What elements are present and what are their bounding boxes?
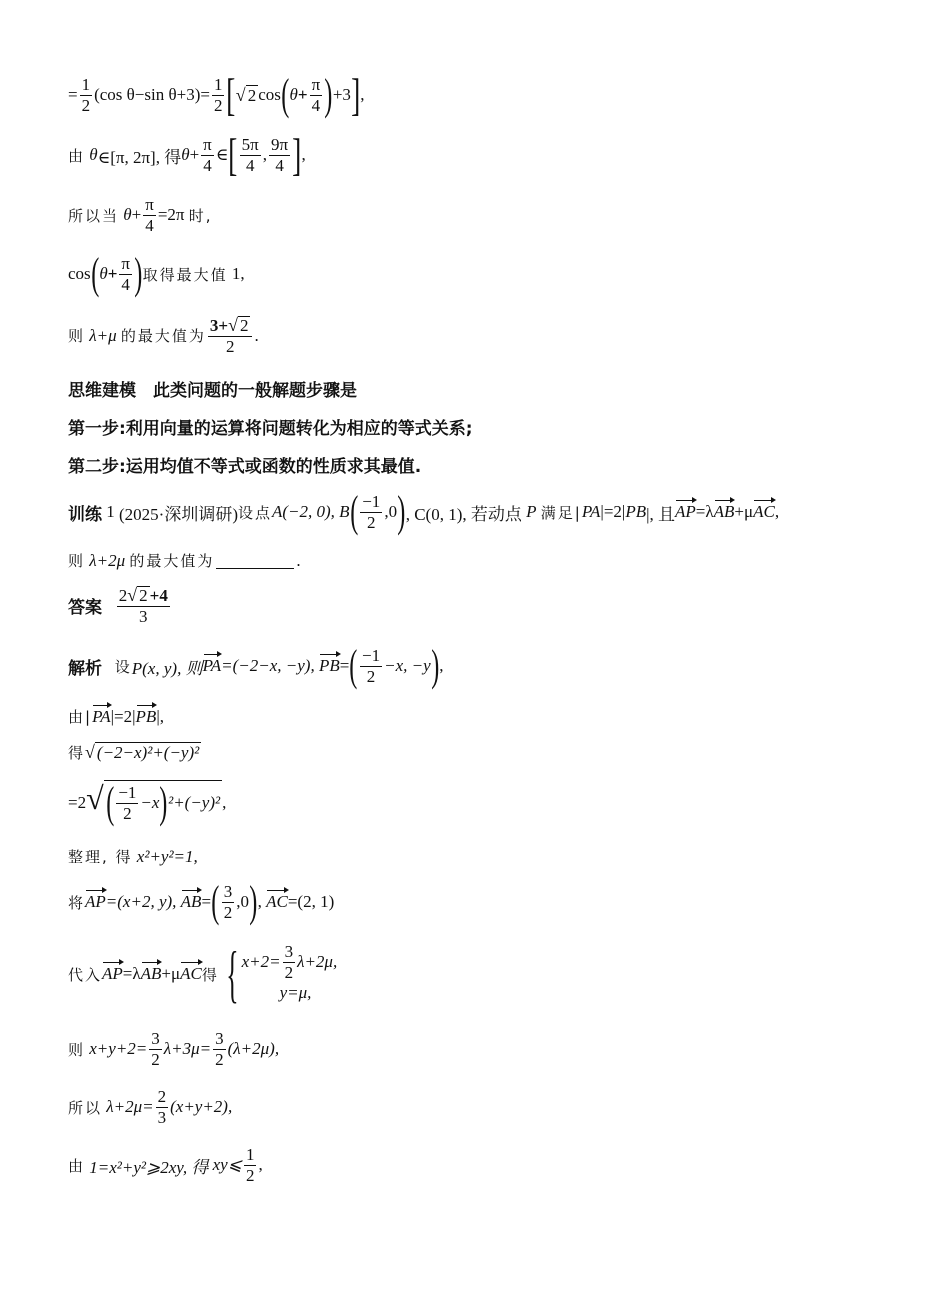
text: 设: [114, 657, 132, 676]
numerator: [208, 316, 253, 337]
theta: θ: [123, 205, 132, 225]
vector-ac: AC: [753, 502, 775, 521]
text: +μ: [734, 502, 754, 521]
numerator: 1: [81, 74, 91, 94]
sqrt-2: [236, 85, 258, 106]
text: ,: [301, 145, 306, 164]
numerator: π: [121, 253, 130, 273]
numerator: 3: [223, 881, 233, 901]
numerator: 5π: [241, 134, 259, 154]
text: ,: [774, 502, 780, 521]
text: 的最大值为: [129, 552, 215, 570]
expression: xy⩽: [212, 1155, 242, 1175]
right-paren: ): [249, 877, 258, 926]
denominator: 3: [139, 606, 148, 626]
denominator: 4: [245, 155, 255, 175]
right-bracket: ]: [292, 129, 302, 180]
line-training-problem: [68, 487, 780, 536]
text: 的最大值为: [120, 327, 206, 346]
text: 代入: [68, 965, 103, 984]
line-s9: [68, 1088, 232, 1127]
expression: x²+y²=1,: [136, 846, 198, 866]
numerator: π: [311, 74, 321, 94]
text: ,: [439, 656, 444, 675]
fraction-5pi-4: [240, 136, 261, 175]
text: 取得最大值: [142, 265, 228, 284]
line-s2: [68, 706, 164, 727]
equation-system: [242, 943, 338, 1005]
text: ,: [257, 892, 262, 911]
text: ,: [262, 145, 268, 164]
denominator: 2: [215, 1049, 224, 1069]
text: 则: [68, 552, 86, 570]
denominator: 4: [121, 274, 130, 294]
fraction-answer: [117, 586, 170, 626]
theta: θ: [289, 85, 298, 104]
left-paren: (: [281, 70, 290, 119]
vector-ac: AC: [266, 892, 288, 911]
text: 2: [118, 586, 128, 605]
fraction: [156, 1088, 169, 1127]
expression: =(−2−x, −y),: [221, 656, 315, 675]
text: |, 且: [646, 504, 676, 524]
solution-label: 解析: [68, 658, 102, 679]
vector-ab: AB: [140, 964, 162, 983]
numerator: 1: [213, 74, 223, 94]
vector-ap: AP: [102, 964, 123, 983]
right-paren: ): [324, 70, 333, 119]
denominator: 2: [81, 95, 91, 115]
left-paren: (: [211, 877, 220, 926]
sqrt-expression: [85, 742, 201, 763]
radical-sign: √: [235, 84, 246, 105]
equation-row: y=μ,: [279, 983, 312, 1003]
numerator: 1: [245, 1145, 255, 1164]
denominator: 2: [225, 336, 235, 356]
heading-thinking-model: 思维建模 此类问题的一般解题步骤是: [68, 381, 357, 401]
denominator: 2: [367, 512, 376, 532]
segment-pb: PB: [625, 502, 647, 521]
vector-ab: AB: [713, 502, 735, 521]
fraction: [360, 647, 382, 686]
line-s6: [68, 877, 335, 926]
line-s8: [68, 1030, 279, 1069]
text: =: [201, 892, 212, 911]
step-two: 第二步:运用均值不等式或函数的性质求其最值.: [68, 457, 422, 477]
fraction: [222, 883, 235, 922]
plus: +: [107, 264, 118, 283]
radicand: (−2−x)²+(−y)²: [96, 743, 200, 762]
plus: +: [189, 145, 200, 164]
line-s10: [68, 1146, 263, 1185]
expression: ²+(−y)²: [168, 793, 221, 812]
expression: A(−2, 0), B: [272, 502, 350, 521]
text: ∈: [215, 145, 229, 164]
sqrt-2: [228, 316, 250, 335]
fraction: [116, 784, 138, 823]
text: ,0: [236, 892, 249, 911]
left-paren: (: [349, 641, 358, 690]
sqrt-expression: [86, 780, 222, 825]
fraction: [244, 1146, 257, 1185]
fraction-pi-4: [310, 76, 323, 115]
line-s3: [68, 742, 201, 763]
text: 由: [68, 1156, 86, 1175]
fraction: [360, 493, 382, 532]
vector-pa: PA: [92, 706, 111, 726]
denominator: 2: [123, 803, 132, 823]
text: =λ: [695, 502, 714, 521]
text: =: [339, 656, 350, 675]
text: 时,: [188, 206, 213, 225]
radical-sign: √: [127, 585, 138, 605]
left-bracket: [: [228, 129, 238, 180]
line-max-value: [68, 316, 259, 356]
vector-ac: AC: [180, 964, 202, 983]
expression: −x: [140, 793, 160, 812]
text: .: [254, 325, 259, 345]
expression: −x, −y: [384, 656, 431, 675]
source-label: (2025·深圳调研): [119, 504, 238, 524]
denominator: 4: [145, 215, 154, 235]
text: 将: [68, 893, 86, 912]
text: |=2|: [600, 502, 626, 521]
fraction-9pi-4: [269, 136, 290, 175]
point-p: P: [526, 502, 537, 521]
fraction-pi-4: [201, 136, 214, 175]
left-paren: (: [105, 778, 115, 827]
text: ,: [258, 1155, 263, 1175]
text: 满足|: [540, 503, 582, 522]
line-theta-range: [68, 129, 306, 180]
denominator: 2: [284, 962, 294, 982]
text: |,: [156, 706, 164, 726]
text: +μ: [161, 964, 181, 983]
text: ∈[π, 2π], 得: [97, 147, 182, 167]
numerator: [117, 586, 170, 607]
line-cos-sin-expression: [68, 69, 365, 120]
numerator: 3: [215, 1029, 224, 1048]
denominator: 2: [213, 95, 223, 115]
text: |=2|: [110, 706, 136, 726]
expression: λ+2μ,: [297, 952, 338, 972]
expression: λ+2μ: [89, 550, 126, 570]
line-s7: [68, 938, 338, 1009]
fraction-max: [208, 316, 253, 356]
line-s4: [68, 780, 226, 825]
numerator: 3: [151, 1029, 160, 1048]
text: 由|: [68, 708, 93, 726]
expression: λ+2μ=: [106, 1097, 154, 1117]
fraction-half: [80, 76, 93, 115]
text: 所以当: [68, 206, 120, 225]
radical-sign: √: [228, 315, 238, 335]
training-number: 1: [106, 502, 115, 521]
text: +4: [149, 586, 168, 605]
expression: λ+μ: [89, 325, 117, 345]
line-ask: [68, 550, 301, 571]
text: 则: [68, 327, 86, 346]
line-cos-max: [68, 249, 245, 298]
right-bracket: ]: [350, 69, 361, 120]
text: 所以: [68, 1098, 103, 1117]
vector-pb: PB: [135, 706, 157, 726]
expression: 1=x²+y²⩾2xy, 得: [89, 1157, 209, 1177]
text: =: [68, 85, 78, 104]
denominator: 2: [151, 1049, 160, 1069]
text: 由: [68, 146, 86, 165]
left-bracket: [: [226, 69, 236, 120]
vector-ap: AP: [675, 502, 696, 521]
right-paren: ): [159, 778, 168, 827]
sqrt-2: [127, 586, 149, 605]
text: 得: [68, 744, 86, 762]
fraction-pi-4: [119, 255, 132, 294]
line-when-theta: [68, 196, 213, 235]
numerator: −1: [118, 782, 137, 802]
text: ,: [222, 792, 227, 812]
cos-label: cos: [258, 85, 281, 104]
radical-sign: √: [85, 742, 95, 762]
denominator: 4: [203, 155, 212, 175]
text: +3: [332, 85, 351, 104]
line-answer: [68, 586, 172, 626]
text: , C(0, 1), 若动点: [405, 504, 522, 524]
expression: P(x, y), 则: [131, 658, 203, 678]
right-paren: ): [134, 249, 143, 298]
denominator: 3: [157, 1107, 167, 1127]
right-paren: ): [397, 487, 406, 536]
fraction: [149, 1030, 162, 1069]
radical-sign: √: [86, 780, 104, 816]
theta: θ: [181, 145, 190, 164]
text: 则: [68, 1040, 86, 1059]
text: 设点: [237, 503, 272, 522]
expression: x+2=: [241, 952, 281, 972]
segment-pa: PA: [581, 502, 601, 521]
numerator: π: [203, 134, 212, 154]
text: 得: [201, 965, 219, 984]
text: 1,: [231, 264, 245, 283]
vector-pa: PA: [202, 656, 222, 675]
text: =2π: [157, 205, 185, 225]
numerator: 3: [284, 941, 294, 961]
plus: +: [131, 205, 142, 225]
training-label: 训练: [68, 504, 102, 525]
denominator: 2: [223, 902, 233, 922]
text: =2: [68, 792, 87, 812]
vector-pb: PB: [318, 656, 340, 675]
fraction-half: [212, 76, 225, 115]
left-paren: (: [349, 487, 358, 536]
numerator: π: [145, 195, 154, 214]
text: ,0: [384, 502, 398, 521]
text: 整理, 得: [68, 848, 133, 866]
expression: (λ+2μ),: [227, 1039, 280, 1059]
numerator: 2: [157, 1087, 167, 1106]
equation-row: [242, 943, 338, 982]
denominator: 2: [366, 666, 376, 686]
denominator: 4: [275, 155, 284, 175]
vector-ab: AB: [180, 892, 202, 911]
text: ,: [360, 85, 365, 104]
radicand: 2: [139, 586, 148, 605]
step-one: 第一步:利用向量的运算将问题转化为相应的等式关系;: [68, 419, 473, 439]
left-paren: (: [90, 249, 100, 298]
numerator: −1: [362, 491, 381, 511]
text: .: [296, 550, 301, 570]
text: =λ: [122, 964, 141, 983]
expression: (x+y+2),: [170, 1097, 233, 1117]
denominator: 4: [311, 95, 321, 115]
text: 3+: [209, 316, 229, 335]
right-paren: ): [430, 641, 439, 690]
theta: θ: [99, 264, 108, 283]
radicand: 2: [239, 316, 249, 335]
fraction: [283, 943, 296, 982]
expression: (cos θ−sin θ+3)=: [94, 85, 210, 104]
answer-blank: [216, 552, 294, 569]
fraction-pi-4: [143, 196, 156, 235]
numerator: −1: [362, 645, 381, 665]
line-s5: [68, 846, 198, 867]
fraction: [213, 1030, 226, 1069]
plus: +: [297, 85, 308, 104]
radicand: [104, 780, 222, 825]
vector-ap: AP: [85, 892, 106, 911]
numerator: 9π: [271, 134, 289, 154]
answer-label: 答案: [68, 598, 102, 619]
cos-label: cos: [68, 264, 91, 283]
left-brace: {: [226, 938, 239, 1009]
expression: x+y+2=: [89, 1039, 148, 1059]
theta: θ: [89, 145, 98, 164]
denominator: 2: [245, 1165, 255, 1185]
expression: λ+3μ=: [163, 1039, 212, 1059]
line-solution-start: [68, 641, 444, 690]
radicand: 2: [247, 85, 257, 105]
expression: =(x+2, y),: [105, 892, 177, 911]
expression: =(2, 1): [287, 892, 335, 911]
